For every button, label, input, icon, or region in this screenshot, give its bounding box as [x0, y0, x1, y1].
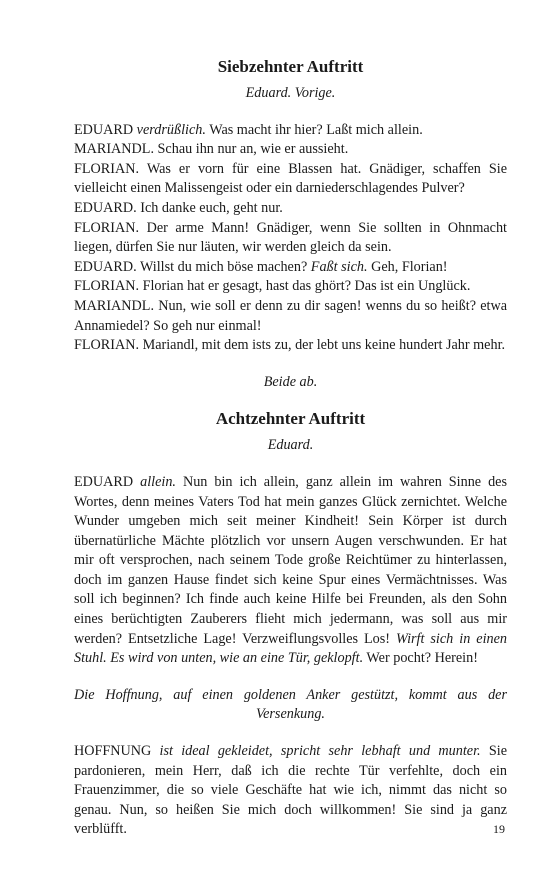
dialogue-line	[74, 199, 507, 219]
dialogue-line	[74, 140, 507, 160]
speaker: FLORIAN.	[74, 337, 140, 354]
dialogue-line	[74, 336, 507, 356]
monologue	[74, 473, 507, 669]
speech: Florian hat er gesagt, hast das ghört? Das ist ein Unglück.	[142, 278, 471, 295]
book-page	[74, 56, 507, 840]
speech: Was macht ihr hier? Laßt mich allein.	[209, 121, 423, 138]
stage-direction: verdrüßlich.	[136, 121, 206, 138]
speaker: EDUARD	[74, 121, 134, 138]
speaker: FLORIAN.	[74, 278, 140, 295]
exit-direction: Beide ab.	[263, 373, 318, 390]
stage-direction: ist ideal gekleidet, spricht sehr lebhaft und munter.	[159, 743, 481, 760]
speech: Der arme Mann! Gnädiger, wenn Sie sollten in Ohnmacht liegen, dürfen Sie nur läuten, wir werden gleich da sein.	[74, 219, 507, 256]
speaker: FLORIAN.	[74, 160, 140, 177]
dialogue-line	[74, 277, 507, 297]
speech: Wer pocht? Herein!	[366, 650, 478, 667]
dialogue-line	[74, 297, 507, 336]
dialogue-line	[74, 160, 507, 199]
stage-direction: Faßt sich.	[310, 258, 368, 275]
speech: Mariandl, mit dem ists zu, der lebt uns keine hundert Jahr mehr.	[142, 337, 506, 354]
speaker: HOFFNUNG	[74, 743, 152, 760]
speech: Willst du mich böse machen?	[139, 258, 308, 275]
stage-direction-block: Die Hoffnung, auf einen goldenen Anker gestützt, kommt aus der Versenkung.	[74, 686, 507, 723]
speech: Schau ihn nur an, wie er aussieht.	[157, 141, 349, 158]
speech: Geh, Florian!	[371, 258, 448, 275]
speech: Nun, wie soll er denn zu dir sagen! wenns du so heißt? etwa Annamiedel? So geh nur einmal!	[74, 297, 507, 334]
speech: Ich danke euch, geht nur.	[140, 199, 283, 216]
speaker: EDUARD.	[74, 199, 137, 216]
stage-direction: Wirft sich in einen Stuhl. Es wird von unten, wie an eine Tür, geklopft.	[74, 630, 508, 667]
speaker: EDUARD.	[74, 258, 137, 275]
dialogue-line	[74, 121, 507, 141]
scene-17-cast: Eduard. Vorige.	[245, 85, 336, 101]
dialogue-line	[74, 219, 507, 258]
page-number: 19	[493, 822, 505, 836]
speech: Nun bin ich allein, ganz allein im wahren Sinne des Wortes, denn meines Vaters Tod hat mein ganzes Glück zernichtet. Welche Wunder umgeben mich seit meiner Kindheit! Sein Körper ist durch übernatürliche Mächte plötzlich vor unsern Augen verschwunden. Er hat mir oft versprochen, nach seinem Tode große Reichtümer zu hinterlassen, doch im ganzen Hause findet sich keine Spur eines Vermächtnisses. Was soll ich beginnen? Ich finde auch keine Hilfe bei Freunden, als den Sohn eines berüchtigten Zauberers flieht mich jedermann, was soll aus mir werden? Entsetzliche Lage! Verzweiflungsvolles Los!	[74, 473, 507, 647]
stage-direction: allein.	[140, 473, 176, 490]
speaker: MARIANDL.	[74, 141, 154, 158]
hope-speech	[74, 742, 507, 840]
speech: Sie pardonieren, mein Herr, daß ich die rechte Tür verfehlte, doch ein Frauenzimmer, die so viele Geschäfte hat wie ich, nimmt das nicht so genau. Nun, so heißen Sie mich doch willkommen! Sie sind ja ganz verblüfft.	[74, 743, 508, 838]
speaker: EDUARD	[74, 473, 134, 490]
dialogue-line	[74, 258, 507, 278]
speech: Was er vorn für eine Blassen hat. Gnädiger, schaffen Sie vielleicht einen Malissengeist oder ein darniederschlagendes Pulver?	[74, 160, 507, 197]
speaker: FLORIAN.	[74, 219, 140, 236]
scene-18-heading: Achtzehnter Auftritt	[215, 409, 366, 429]
scene-18-cast: Eduard.	[267, 437, 314, 454]
speaker: MARIANDL.	[74, 297, 154, 314]
scene-17-heading: Siebzehnter Auftritt	[217, 57, 364, 76]
